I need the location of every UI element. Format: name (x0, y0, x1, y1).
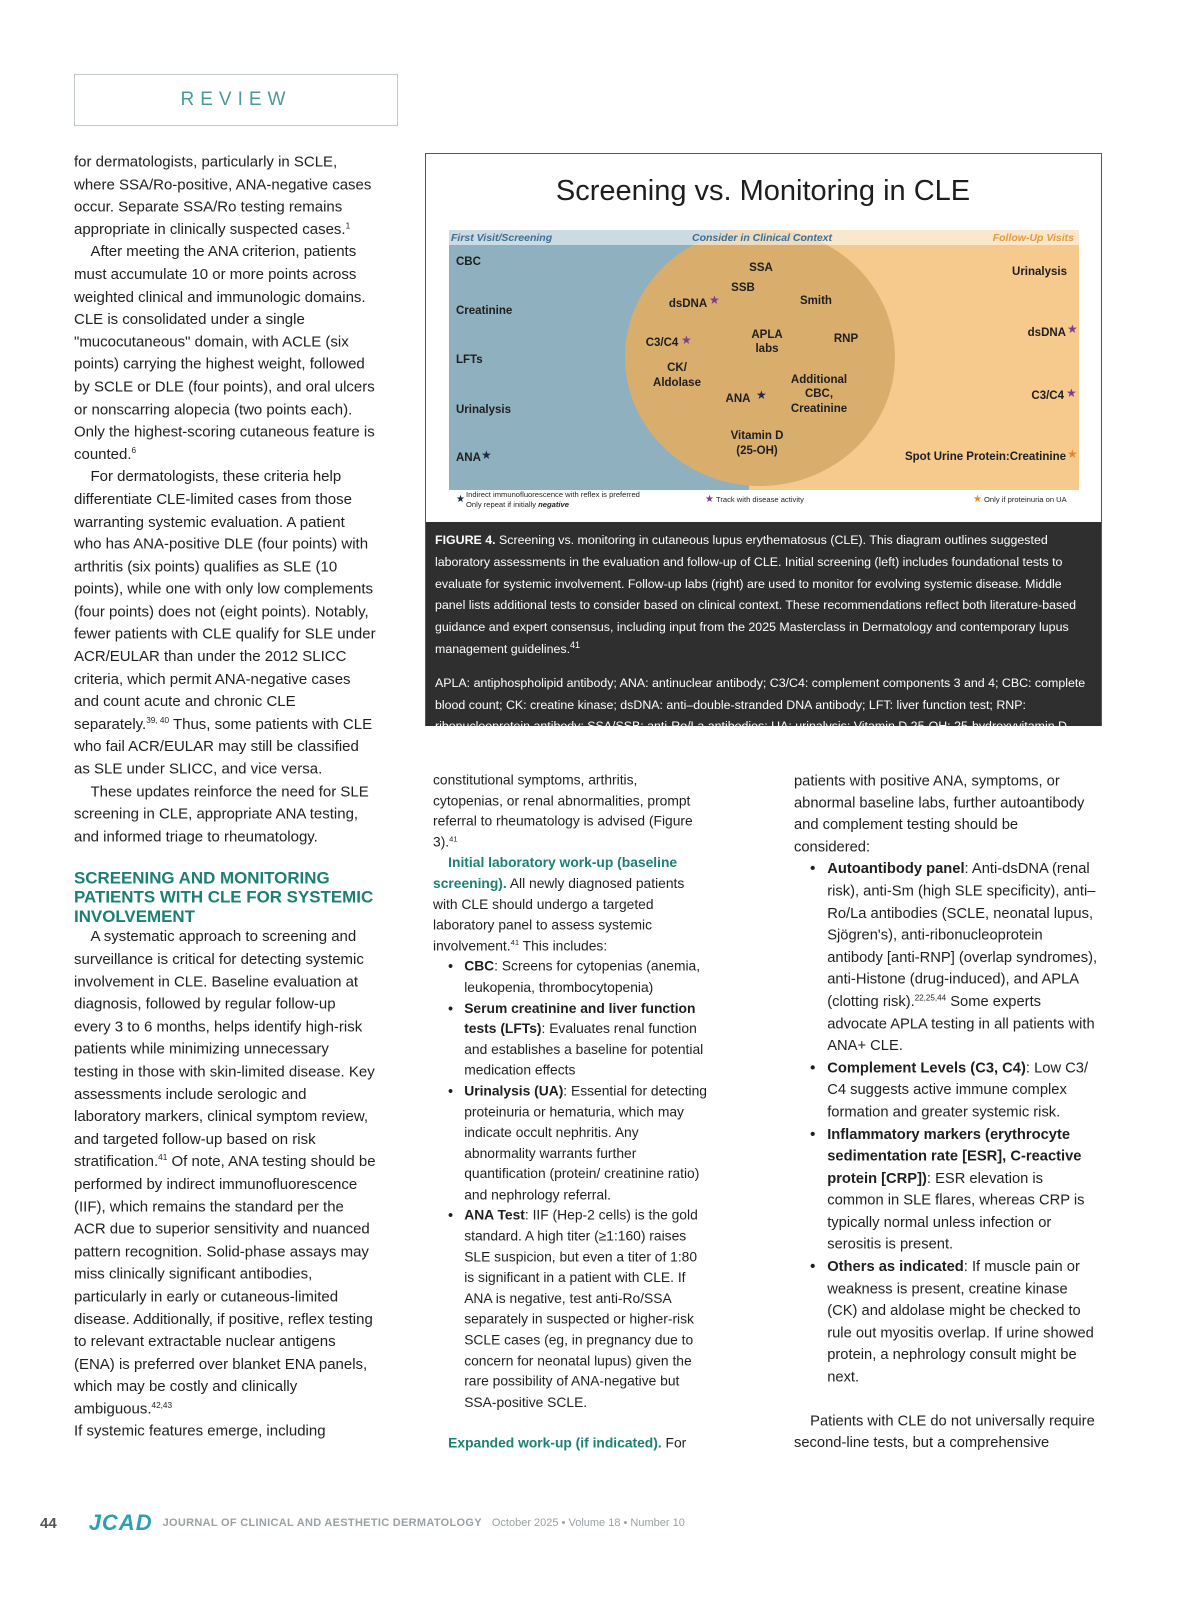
context-item: Smith (800, 295, 832, 307)
context-item: C3/C4 (645, 337, 679, 349)
context-item: (25-OH) (736, 445, 778, 457)
context-item: APLA (751, 329, 783, 341)
follow-up-item: Spot Urine Protein:Creatinine (904, 451, 1066, 463)
list-item: • CBC: Screens for cytopenias (anemia, leukopenia, thrombocytopenia) (464, 957, 707, 998)
follow-up-item: Urinalysis (1012, 266, 1067, 278)
bullet-list (433, 957, 707, 1413)
legend-text: Only if proteinuria on UA (984, 495, 1067, 504)
context-item: SSB (731, 282, 755, 294)
page-number: 44 (40, 1514, 57, 1532)
screening-header: First Visit/Screening (451, 232, 553, 244)
paragraph: patients with positive ANA, symptoms, or abnormal baseline labs, further autoantibody and complement testing should be considered: (794, 772, 1085, 856)
screening-item: LFTs (456, 354, 483, 366)
context-item: labs (755, 343, 779, 355)
reference: 41 (449, 834, 458, 843)
subheading: Initial laboratory work-up (baseline screening). (433, 855, 678, 892)
list-item: • Serum creatinine and liver function tests (LFTs): Evaluates renal function and establishes a baseline for potential medication effects (464, 998, 707, 1081)
paragraph: A systematic approach to screening and surveillance is critical for detecting systemic involvement in CLE. Baseline evaluation at diagnosis, followed by regular follow-up every 3 to 6 months, helps identify high-risk patients while minimizing unnecessary testing in those with skin-limited disease. Key assessments include serologic and laboratory markers, clinical symptom review, and targeted follow-up based on risk stratification.$^{41}$ Of note, ANA testing should be performed by indirect immunofluorescence (IIF), which remains the standard per the ACR due to superior sensitivity and nuanced pattern recognition. Solid-phase assays may miss clinically significant antibodies, particularly in early or cutaneous-limited disease. Additionally, if positive, reflex testing to relevant extractable nuclear antigens (ENA) is preferred over blanket ENA panels, which may be costly and clinically ambiguous.$^{42,43}$ (74, 928, 376, 1418)
journal-logo: JCAD (88, 1510, 153, 1535)
issue-info: October 2025 • Volume 18 • Number 10 (491, 1517, 685, 1529)
reference: 41 (510, 938, 520, 947)
context-item: CBC, (804, 388, 834, 400)
reference: 1 (345, 220, 351, 230)
paragraph: Patients with CLE do not universally require second-line tests, but a comprehensive (794, 1412, 1095, 1451)
screening-item: ANA (456, 452, 481, 464)
screening-item: Creatinine (456, 305, 513, 317)
context-item: RNP (833, 333, 859, 345)
follow-up-item: C3/C4 (1031, 390, 1064, 402)
paragraph: These updates reinforce the need for SLE screening in CLE, appropriate ANA testing, and informed triage to rheumatology. (74, 783, 369, 845)
screening-item: Urinalysis (456, 404, 511, 416)
figure-title: Screening vs. Monitoring in CLE (555, 175, 971, 207)
context-item: CK/ (667, 362, 687, 374)
list-item: • ANA Test: IIF (Hep-2 cells) is the gold standard. A high titer (≥1:160) raises SLE suspicion, but even a titer of 1:80 is significant in a patient with CLE. If ANA is negative, test anti-Ro/SSA separately in suspected or higher-risk SCLE cases (eg, in pregnancy due to concern for neonatal lupus) given the rare possibility of ANA-negative but SSA-positive SCLE. (464, 1206, 707, 1413)
reference: 41 (570, 639, 581, 650)
context-item: Additional (790, 374, 848, 386)
text-column-2 (433, 770, 707, 1454)
caption-text: FIGURE 4. Screening vs. monitoring in cutaneous lupus erythematosus (CLE). This diagram outlines suggested laboratory assessments in the evaluation and follow-up of CLE. Initial screening (left) includes foundational tests to evaluate for systemic involvement. Follow-up labs (right) are used to monitor for evolving systemic disease. Middle panel lists additional tests to consider based on clinical context. These recommendations reflect both literature-based guidance and expert consensus, including input from the 2025 Masterclass in Dermatology and contemporary lupus management guidelines.$^{41}$ (435, 533, 1076, 656)
list-item: • Autoantibody panel: Anti-dsDNA (renal risk), anti-Sm (high SLE specificity), anti–Ro/La antibodies (SCLE, neonatal lupus, Sjögren's), anti-ribonucleoprotein antibody [anti-RNP] (overlap syndromes), anti-Histone (drug-induced), and APLA (clotting risk).$^{22,25,44}$ Some experts advocate APLA testing in all patients with ANA+ CLE. (827, 858, 1097, 1057)
star-icon: ★ (709, 293, 720, 307)
text-column-1 (74, 151, 376, 1443)
star-icon: ★ (705, 494, 714, 505)
star-icon: ★ (681, 333, 692, 347)
legend-text: Track with disease activity (716, 495, 804, 504)
follow-up-item: dsDNA (1027, 327, 1066, 339)
text-column-3 (794, 770, 1097, 1454)
context-header: Consider in Clinical Context (691, 232, 833, 244)
context-item: ANA (725, 393, 751, 405)
reference: 6 (131, 445, 137, 455)
screening-item: CBC (456, 256, 481, 268)
paragraph: If systemic features emerge, including (74, 1423, 326, 1440)
reference: 42,43 (151, 1400, 173, 1410)
page-footer (40, 1508, 685, 1538)
list-item: • Urinalysis (UA): Essential for detecting proteinuria or hematuria, which may indicate occult nephritis. Any abnormality warrants further quantification (protein/ creatinine ratio) and nephrology referral. (464, 1081, 707, 1205)
paragraph: After meeting the ANA criterion, patients must accumulate 10 or more points across weighted clinical and immunologic domains. CLE is consolidated under a single "mucocutaneous" domain, with ACLE (six points) carrying the highest weight, followed by SCLE or DLE (four points), and oral ulcers or nonscarring alopecia (two points each). Only the highest-scoring cutaneous feature is counted.$^6$ (74, 243, 375, 463)
paragraph: for dermatologists, particularly in SCLE, where SSA/Ro-positive, ANA-negative cases occur. Separate SSA/Ro testing remains appropriate in clinically suspected cases.$^1$ (74, 153, 372, 238)
paragraph: Expanded work-up (if indicated). For (448, 1435, 687, 1451)
star-icon: ★ (456, 494, 465, 505)
reference: 41 (158, 1153, 168, 1163)
follow-up-header: Follow-Up Visits (992, 232, 1074, 244)
list-item: • Complement Levels (C3, C4): Low C3/ C4 suggests active immune complex formation and greater systemic risk. (827, 1057, 1097, 1123)
figure-diagram (426, 154, 1101, 522)
section-heading: SCREENING AND MONITORING PATIENTS WITH CLE FOR SYSTEMIC INVOLVEMENT (74, 868, 374, 926)
caption-abbreviations: APLA: antiphospholipid antibody; ANA: antinuclear antibody; C3/C4: complement components 3 and 4; CBC: complete blood count; CK: creatine kinase; dsDNA: anti–double-stranded DNA antibody; LFT: liver function test; RNP: ribonucleoprotein antibody; SSA/SSB: anti-Ro/La antibodies; UA: urinalysis; Vitamin D 25-OH: 25-hydroxyvitamin D (435, 675, 1086, 734)
context-item: SSA (749, 262, 773, 274)
reference: 39, 40 (146, 715, 170, 725)
figure-4 (425, 153, 1102, 734)
list-item: • Others as indicated: If muscle pain or weakness is present, creatine kinase (CK) and aldolase might be checked to rule out myositis overlap. If urine showed protein, a nephrology consult might be next. (827, 1256, 1097, 1388)
star-icon: ★ (756, 388, 767, 402)
star-icon: ★ (481, 448, 492, 462)
star-icon: ★ (973, 494, 982, 505)
paragraph: constitutional symptoms, arthritis, cytopenias, or renal abnormalities, prompt referral to rheumatology is advised (Figure 3).$^{41}$ (433, 772, 693, 850)
legend-text: Indirect immunofluorescence with reflex is preferred (466, 490, 640, 499)
star-icon: ★ (1066, 386, 1077, 400)
journal-name: JOURNAL OF CLINICAL AND AESTHETIC DERMATOLOGY (162, 1517, 482, 1529)
legend-text: Only repeat if initially negative (466, 500, 569, 509)
context-item: Creatinine (790, 403, 848, 415)
section-label: REVIEW (74, 74, 398, 126)
star-icon: ★ (1067, 447, 1078, 461)
list-item: • Inflammatory markers (erythrocyte sedimentation rate [ESR], C-reactive protein [CRP]): ESR elevation is common in SLE flares, whereas CRP is typically normal unless infection or serositis is present. (827, 1123, 1097, 1255)
star-icon: ★ (1067, 322, 1078, 336)
context-item: Vitamin D (730, 430, 784, 442)
context-item: dsDNA (668, 298, 708, 310)
bullet-list (794, 858, 1097, 1388)
context-item: Aldolase (653, 377, 701, 389)
reference: 22,25,44 (914, 993, 947, 1003)
subheading: Expanded work-up (if indicated). (448, 1435, 662, 1451)
paragraph: Initial laboratory work-up (baseline screening). All newly diagnosed patients with CLE should undergo a targeted laboratory panel to assess systemic involvement.$^{41}$ This includes: (433, 855, 685, 954)
paragraph: For dermatologists, these criteria help differentiate CLE-limited cases from those warranting systemic evaluation. A patient who has ANA-positive DLE (four points) with arthritis (six points) qualifies as SLE (10 points), while one with only low complements (four points) does not (eight points). Notably, fewer patients with CLE qualify for SLE under ACR/EULAR than under the 2012 SLICC criteria, which permit ANA-negative cases and count acute and chronic CLE separately.$^{39, 40}$ Thus, some patients with CLE who fail ACR/EULAR may still be classified as SLE under SLICC, and vice versa. (74, 468, 376, 778)
figure-caption (426, 522, 1101, 734)
